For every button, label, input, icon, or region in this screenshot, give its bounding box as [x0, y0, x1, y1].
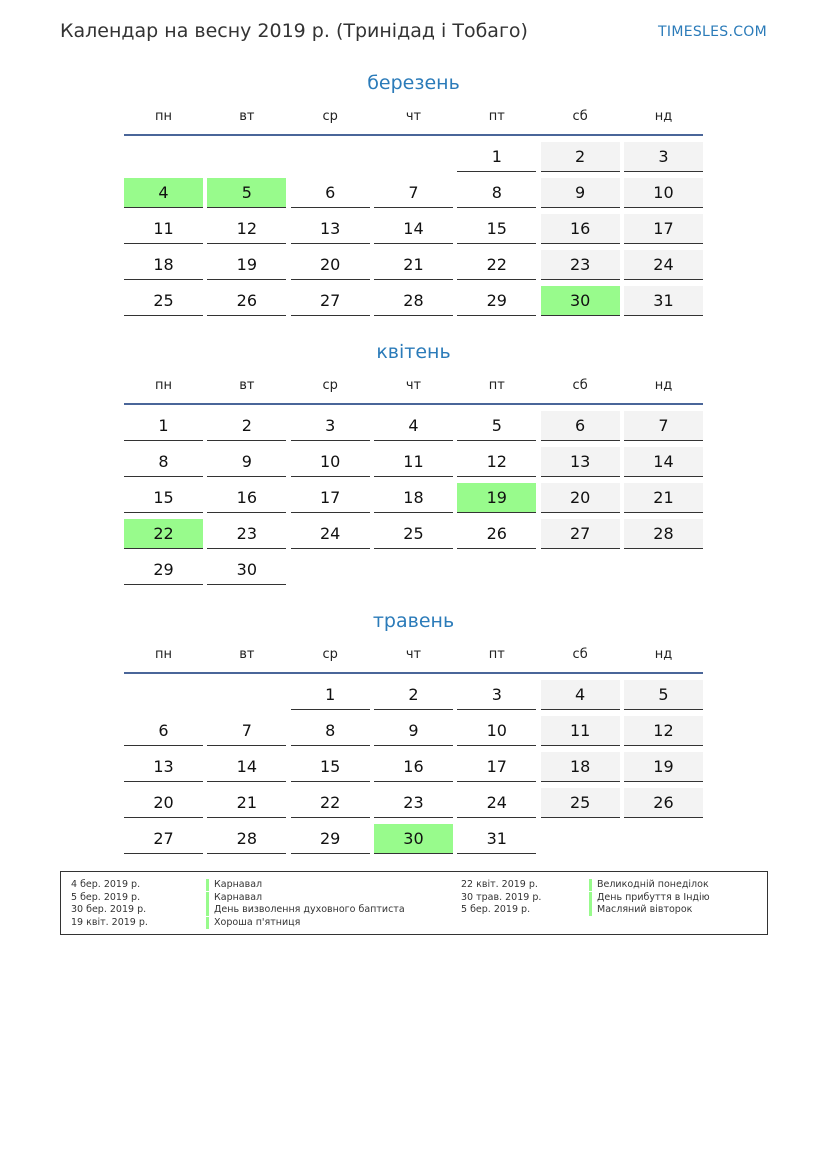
day-cell: 14: [374, 214, 453, 244]
legend-holiday-name: Масляний вівторок: [589, 904, 692, 916]
weekday-label: пт: [488, 108, 505, 124]
weekday-label: вт: [239, 646, 255, 662]
day-cell: 6: [541, 411, 620, 441]
day-cell: 20: [124, 788, 203, 818]
holiday-day-cell: 22: [124, 519, 203, 549]
day-cell: 4: [374, 411, 453, 441]
day-cell: 2: [541, 142, 620, 172]
day-cell: 17: [291, 483, 370, 513]
day-cell: 28: [374, 286, 453, 316]
weekday-header: [124, 367, 703, 405]
weekday-label: нд: [654, 377, 673, 393]
day-cell: 15: [124, 483, 203, 513]
day-cell: 4: [541, 680, 620, 710]
day-cell: 27: [291, 286, 370, 316]
day-cell: 10: [457, 716, 536, 746]
day-cell: 21: [624, 483, 703, 513]
day-cell: 12: [457, 447, 536, 477]
weekday-label: вт: [239, 108, 255, 124]
weekday-label: пн: [155, 377, 172, 393]
day-cell: 18: [541, 752, 620, 782]
day-cell: 21: [207, 788, 286, 818]
weekday-label: ср: [322, 108, 338, 124]
legend-date: 30 бер. 2019 р.: [71, 904, 147, 915]
weekday-label: нд: [654, 646, 673, 662]
day-cell: 5: [457, 411, 536, 441]
day-cell: 11: [374, 447, 453, 477]
day-cell: 11: [541, 716, 620, 746]
day-cell: 13: [541, 447, 620, 477]
day-cell: 14: [624, 447, 703, 477]
day-cell: 13: [124, 752, 203, 782]
day-cell: 25: [124, 286, 203, 316]
day-cell: 5: [624, 680, 703, 710]
day-cell: 1: [291, 680, 370, 710]
day-cell: 29: [291, 824, 370, 854]
site-logo[interactable]: TIMESLES.COM: [658, 24, 767, 40]
legend-date: 30 трав. 2019 р.: [461, 891, 542, 903]
day-cell: 3: [624, 142, 703, 172]
day-cell: 29: [124, 555, 203, 585]
day-cell: 9: [374, 716, 453, 746]
day-cell: 3: [291, 411, 370, 441]
month-calendar: [124, 606, 703, 860]
weekday-label: ср: [322, 377, 338, 393]
month-calendar: [124, 337, 703, 591]
holiday-day-cell: 30: [374, 824, 453, 854]
day-cell: 21: [374, 250, 453, 280]
day-cell: 31: [457, 824, 536, 854]
day-cell: 12: [207, 214, 286, 244]
day-cell: 7: [374, 178, 453, 208]
day-cell: 27: [124, 824, 203, 854]
day-cell: 25: [374, 519, 453, 549]
holiday-legend: [60, 871, 768, 935]
day-cell: 12: [624, 716, 703, 746]
day-cell: 20: [541, 483, 620, 513]
day-cell: 16: [207, 483, 286, 513]
month-calendar: [124, 68, 703, 322]
weekday-header: [124, 636, 703, 674]
holiday-day-cell: 4: [124, 178, 203, 208]
day-cell: 15: [291, 752, 370, 782]
weekday-label: ср: [322, 646, 338, 662]
day-cell: 26: [457, 519, 536, 549]
day-cell: 7: [624, 411, 703, 441]
day-cell: 10: [291, 447, 370, 477]
legend-holiday-name: Карнавал: [206, 879, 262, 891]
day-cell: 8: [457, 178, 536, 208]
weekday-label: пн: [155, 108, 172, 124]
day-cell: 15: [457, 214, 536, 244]
empty-cell: [291, 142, 370, 172]
day-cell: 9: [207, 447, 286, 477]
holiday-day-cell: 5: [207, 178, 286, 208]
legend-date: 22 квіт. 2019 р.: [461, 879, 538, 890]
empty-cell: [374, 142, 453, 172]
day-cell: 8: [124, 447, 203, 477]
legend-holiday-name: День визволення духовного баптиста: [206, 904, 405, 916]
day-grid: [124, 680, 703, 860]
day-cell: 24: [624, 250, 703, 280]
weekday-label: сб: [572, 377, 588, 393]
day-cell: 11: [124, 214, 203, 244]
day-cell: 1: [124, 411, 203, 441]
day-cell: 24: [291, 519, 370, 549]
day-cell: 7: [207, 716, 286, 746]
day-cell: 23: [207, 519, 286, 549]
day-cell: 16: [541, 214, 620, 244]
weekday-label: нд: [654, 108, 673, 124]
empty-cell: [207, 680, 286, 710]
legend-date: 5 бер. 2019 р.: [71, 891, 141, 903]
day-cell: 19: [624, 752, 703, 782]
weekday-label: вт: [239, 377, 255, 393]
day-cell: 2: [207, 411, 286, 441]
day-grid: [124, 142, 703, 322]
day-cell: 17: [624, 214, 703, 244]
day-cell: 17: [457, 752, 536, 782]
day-cell: 30: [207, 555, 286, 585]
day-cell: 26: [624, 788, 703, 818]
day-cell: 18: [124, 250, 203, 280]
legend-date: 5 бер. 2019 р.: [461, 904, 531, 915]
day-cell: 9: [541, 178, 620, 208]
weekday-header: [124, 98, 703, 136]
day-cell: 6: [291, 178, 370, 208]
legend-holiday-name: Великодній понеділок: [589, 879, 709, 891]
day-grid: [124, 411, 703, 591]
day-cell: 20: [291, 250, 370, 280]
day-cell: 28: [624, 519, 703, 549]
month-title: квітень: [376, 341, 451, 363]
weekday-label: чт: [405, 646, 422, 662]
day-cell: 22: [291, 788, 370, 818]
legend-date: 4 бер. 2019 р.: [71, 879, 141, 890]
empty-cell: [207, 142, 286, 172]
day-cell: 10: [624, 178, 703, 208]
day-cell: 19: [207, 250, 286, 280]
day-cell: 23: [541, 250, 620, 280]
day-cell: 25: [541, 788, 620, 818]
day-cell: 8: [291, 716, 370, 746]
day-cell: 18: [374, 483, 453, 513]
day-cell: 27: [541, 519, 620, 549]
day-cell: 6: [124, 716, 203, 746]
day-cell: 13: [291, 214, 370, 244]
month-title: травень: [372, 610, 455, 632]
legend-holiday-name: Карнавал: [206, 892, 262, 904]
page-title: Календар на весну 2019 р. (Тринідад і Тобаго): [60, 20, 528, 42]
legend-date: 19 квіт. 2019 р.: [71, 916, 148, 928]
holiday-day-cell: 19: [457, 483, 536, 513]
day-cell: 29: [457, 286, 536, 316]
day-cell: 16: [374, 752, 453, 782]
holiday-day-cell: 30: [541, 286, 620, 316]
day-cell: 24: [457, 788, 536, 818]
day-cell: 22: [457, 250, 536, 280]
empty-cell: [124, 142, 203, 172]
day-cell: 28: [207, 824, 286, 854]
day-cell: 31: [624, 286, 703, 316]
day-cell: 26: [207, 286, 286, 316]
weekday-label: чт: [405, 377, 422, 393]
weekday-label: пт: [488, 377, 505, 393]
day-cell: 14: [207, 752, 286, 782]
day-cell: 3: [457, 680, 536, 710]
legend-holiday-name: День прибуття в Індію: [589, 892, 710, 904]
day-cell: 1: [457, 142, 536, 172]
legend-holiday-name: Хороша п'ятниця: [206, 917, 300, 929]
weekday-label: сб: [572, 646, 588, 662]
weekday-label: пт: [488, 646, 505, 662]
empty-cell: [124, 680, 203, 710]
weekday-label: пн: [155, 646, 172, 662]
weekday-label: чт: [405, 108, 422, 124]
month-title: березень: [367, 72, 460, 94]
day-cell: 2: [374, 680, 453, 710]
weekday-label: сб: [572, 108, 588, 124]
day-cell: 23: [374, 788, 453, 818]
